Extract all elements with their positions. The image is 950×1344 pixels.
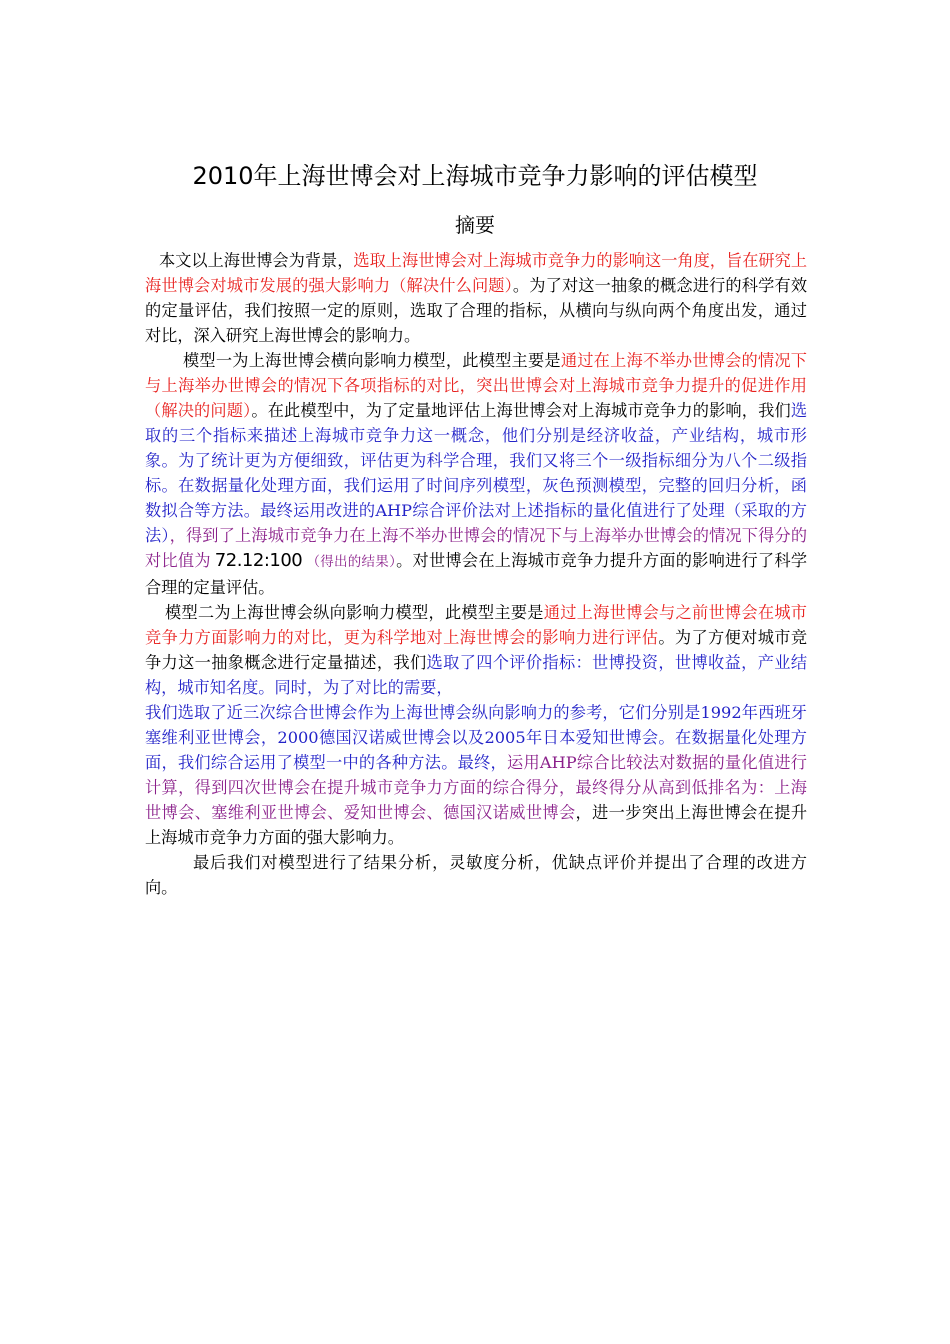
p2-text-cont: 。在此模型中，为了定量地评估上海世博会对上海城市竞争力的影响，我们 [251, 401, 791, 420]
p2-result-highlight: ，得到了上海城市竞争力在上海不举办世博会的情况下与上海举办世博会的情况下得分的对比值为 [145, 526, 808, 570]
p2-ratio-value: 72.12:100 [214, 550, 303, 571]
p2-text-end: 。对世博会在上海城市竞争力提升方面的影响进行了科学合理的定量评估。 [145, 551, 808, 597]
p2-text: 模型一为上海世博会横向影响力模型，此模型主要是 [183, 351, 561, 370]
p3-text-end: ，进一步突出上海世博会在提升上海城市竞争力方面的强大影响力。 [145, 803, 808, 847]
abstract-body [145, 248, 807, 900]
paragraph-model-two [145, 600, 807, 850]
p3-method-highlight: 选取了四个评价指标：世博投资，世博收益，产业结构，城市知名度。同时，为了对比的需要， [145, 653, 808, 697]
p4-text: 最后我们对模型进行了结果分析，灵敏度分析，优缺点评价并提出了合理的改进方向。 [145, 853, 807, 897]
p3-result-highlight: 运用AHP综合比较法对数据的量化值进行计算，得到四次世博会在提升城市竞争力方面的综合得分，最终得分从高到低排名为：上海世博会、塞维利亚世博会、爱知世博会、德国汉诺威世博会 [145, 753, 807, 822]
p2-result-note: （得出的结果） [306, 554, 397, 570]
paragraph-model-one [145, 348, 807, 600]
p1-text-cont: 。为了对这一抽象的概念进行的科学有效的定量评估，我们按照一定的原则，选取了合理的指标，从横向与纵向两个角度出发，通过对比，深入研究上海世博会的影响力。 [145, 276, 808, 345]
p2-problem-highlight: 通过在上海不举办世博会的情况下与上海举办世博会的情况下各项指标的对比，突出世博会对上海城市竞争力提升的促进作用（解决的问题） [145, 351, 807, 420]
paragraph-conclusion [145, 850, 807, 900]
paragraph-intro [145, 248, 807, 348]
p3-text-cont: 。为了方便对城市竞争力这一抽象概念进行定量描述，我们 [145, 628, 808, 672]
p1-problem-highlight: 选取上海世博会对上海城市竞争力的影响这一角度，旨在研究上海世博会对城市发展的强大影响力（解决什么问题） [145, 251, 808, 295]
p3-text: 模型二为上海世博会纵向影响力模型，此模型主要是 [165, 603, 544, 622]
p1-text: 本文以上海世博会为背景， [159, 251, 354, 270]
p3-method-highlight-cont: 我们选取了近三次综合世博会作为上海世博会纵向影响力的参考，它们分别是1992年西班牙塞维利亚世博会，2000德国汉诺威世博会以及2005年日本爱知世博会。在数据量化处理方面，我们综合运用了模型一中的各种方法。最终， [145, 703, 807, 772]
p2-method-highlight: 选取的三个指标来描述上海城市竞争力这一概念，他们分别是经济收益，产业结构，城市形象。为了统计更为方便细致，评估更为科学合理，我们又将三个一级指标细分为八个二级指标。在数据量化处理方面，我们运用了时间序列模型，灰色预测模型，完整的回归分析，函数拟合等方法。最终运用改进的AHP综合评价法对上述指标的量化值进行了处理（采取的方法） [145, 401, 808, 545]
p3-problem-highlight: 通过上海世博会与之前世博会在城市竞争力方面影响力的对比，更为科学地对上海世博会的影响力进行评估 [145, 603, 807, 647]
document-title: 2010年上海世博会对上海城市竞争力影响的评估模型 [192, 162, 758, 190]
abstract-heading: 摘要 [455, 213, 495, 237]
